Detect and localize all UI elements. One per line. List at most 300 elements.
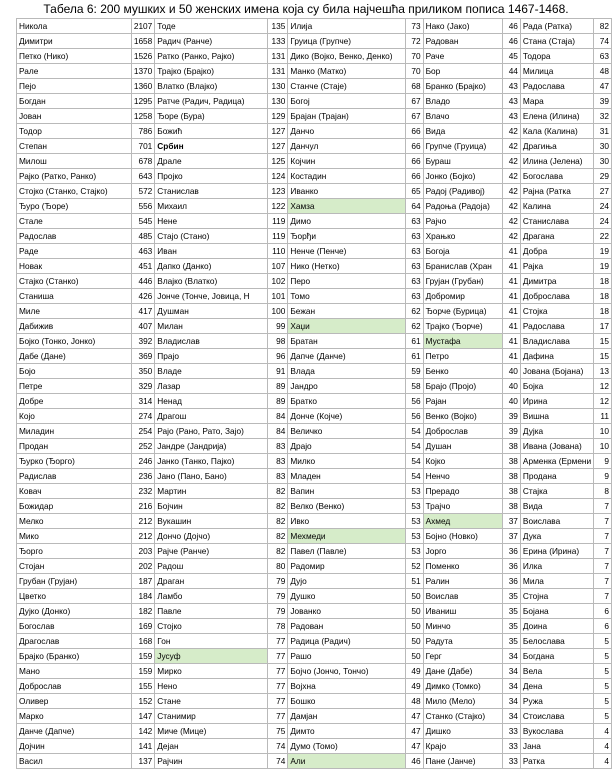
count-cell: 19 xyxy=(594,259,612,274)
count-cell: 78 xyxy=(268,619,288,634)
count-cell: 350 xyxy=(131,364,154,379)
count-cell: 137 xyxy=(131,754,154,769)
name-cell: Трајко (Брајко) xyxy=(155,64,268,79)
name-cell: Дамјан xyxy=(288,709,405,724)
name-cell: Душан xyxy=(423,439,503,454)
count-cell: 82 xyxy=(268,484,288,499)
name-cell: Бураш xyxy=(423,154,503,169)
count-cell: 63 xyxy=(405,244,423,259)
count-cell: 12 xyxy=(594,394,612,409)
name-cell: Рашо xyxy=(288,649,405,664)
name-cell: Илија xyxy=(288,19,405,34)
count-cell: 35 xyxy=(503,619,521,634)
name-cell: Хамза xyxy=(288,199,405,214)
count-cell: 30 xyxy=(594,139,612,154)
count-cell: 68 xyxy=(405,79,423,94)
count-cell: 1526 xyxy=(131,49,154,64)
name-cell: Павле xyxy=(155,604,268,619)
name-cell: Рајна (Ратка xyxy=(520,184,593,199)
name-cell: Станче (Стаје) xyxy=(288,79,405,94)
name-cell: Добромир xyxy=(423,289,503,304)
count-cell: 232 xyxy=(131,484,154,499)
name-cell: Станко (Стајко) xyxy=(423,709,503,724)
count-cell: 369 xyxy=(131,349,154,364)
name-cell: Оливер xyxy=(17,694,132,709)
count-cell: 102 xyxy=(268,274,288,289)
count-cell: 5 xyxy=(594,694,612,709)
count-cell: 41 xyxy=(503,244,521,259)
count-cell: 35 xyxy=(503,604,521,619)
count-cell: 36 xyxy=(503,574,521,589)
name-cell: Перо xyxy=(288,274,405,289)
table-row xyxy=(17,109,612,124)
table-row xyxy=(17,739,612,754)
name-cell: Радоња (Радоја) xyxy=(423,199,503,214)
name-cell: Којко xyxy=(423,454,503,469)
name-cell: Прерадо xyxy=(423,484,503,499)
count-cell: 41 xyxy=(503,259,521,274)
table-title: Табела 6: 200 мушких и 50 женских имена која су била најчешћа приликом пописа 1467-1468. xyxy=(43,2,569,16)
name-cell: Мила xyxy=(520,574,593,589)
table-row xyxy=(17,679,612,694)
count-cell: 38 xyxy=(503,484,521,499)
count-cell: 77 xyxy=(268,679,288,694)
name-cell: Иван xyxy=(155,244,268,259)
name-cell: Рачe xyxy=(423,49,503,64)
count-cell: 39 xyxy=(503,409,521,424)
name-cell: Ковач xyxy=(17,484,132,499)
count-cell: 77 xyxy=(268,664,288,679)
name-cell: Драле xyxy=(155,154,268,169)
name-cell: Гон xyxy=(155,634,268,649)
name-cell: Мустафа xyxy=(423,334,503,349)
name-cell: Ирина xyxy=(520,394,593,409)
name-cell: Ненче (Пенче) xyxy=(288,244,405,259)
count-cell: 50 xyxy=(405,649,423,664)
name-cell: Дапче (Данче) xyxy=(288,349,405,364)
name-cell: Влатко (Влајко) xyxy=(155,79,268,94)
count-cell: 42 xyxy=(503,184,521,199)
count-cell: 56 xyxy=(405,409,423,424)
count-cell: 38 xyxy=(503,454,521,469)
count-cell: 36 xyxy=(503,544,521,559)
name-cell: Ивана (Јована) xyxy=(520,439,593,454)
count-cell: 34 xyxy=(503,664,521,679)
table-row xyxy=(17,19,612,34)
name-cell: Добре xyxy=(17,394,132,409)
name-cell: Јован xyxy=(17,109,132,124)
table-row xyxy=(17,514,612,529)
name-cell: Новак xyxy=(17,259,132,274)
count-cell: 5 xyxy=(594,679,612,694)
name-cell: Миче (Мице) xyxy=(155,724,268,739)
count-cell: 41 xyxy=(503,319,521,334)
name-cell: Мара xyxy=(520,94,593,109)
count-cell: 446 xyxy=(131,274,154,289)
name-cell: Павел (Павле) xyxy=(288,544,405,559)
name-cell: Јано (Пано, Бано) xyxy=(155,469,268,484)
count-cell: 65 xyxy=(405,184,423,199)
count-cell: 33 xyxy=(503,754,521,769)
count-cell: 643 xyxy=(131,169,154,184)
table-row xyxy=(17,199,612,214)
count-cell: 129 xyxy=(268,109,288,124)
name-cell: Бор xyxy=(423,64,503,79)
count-cell: 54 xyxy=(405,469,423,484)
name-cell: Димитра xyxy=(520,274,593,289)
name-cell: Стане xyxy=(155,694,268,709)
name-cell: Иваниш xyxy=(423,604,503,619)
count-cell: 75 xyxy=(268,724,288,739)
count-cell: 4 xyxy=(594,724,612,739)
count-cell: 202 xyxy=(131,559,154,574)
count-cell: 33 xyxy=(503,739,521,754)
name-cell: Степан xyxy=(17,139,132,154)
count-cell: 53 xyxy=(405,529,423,544)
count-cell: 45 xyxy=(503,49,521,64)
name-cell: Младен xyxy=(288,469,405,484)
name-cell: Пројко xyxy=(155,169,268,184)
count-cell: 1295 xyxy=(131,94,154,109)
count-cell: 38 xyxy=(503,439,521,454)
count-cell: 4 xyxy=(594,754,612,769)
count-cell: 61 xyxy=(405,334,423,349)
count-cell: 18 xyxy=(594,289,612,304)
name-cell: Милица xyxy=(520,64,593,79)
name-cell: Миле xyxy=(17,304,132,319)
count-cell: 182 xyxy=(131,604,154,619)
name-cell: Божић xyxy=(155,124,268,139)
count-cell: 59 xyxy=(405,364,423,379)
count-cell: 15 xyxy=(594,349,612,364)
name-cell: Стајка xyxy=(520,484,593,499)
count-cell: 18 xyxy=(594,274,612,289)
count-cell: 11 xyxy=(594,409,612,424)
count-cell: 82 xyxy=(268,529,288,544)
table-row xyxy=(17,334,612,349)
name-cell: Дена xyxy=(520,679,593,694)
count-cell: 66 xyxy=(405,139,423,154)
count-cell: 701 xyxy=(131,139,154,154)
name-cell: Лазар xyxy=(155,379,268,394)
count-cell: 212 xyxy=(131,529,154,544)
name-cell: Драгош xyxy=(155,409,268,424)
name-cell: Јонко (Бојко) xyxy=(423,169,503,184)
name-cell: Вишна xyxy=(520,409,593,424)
table-row xyxy=(17,244,612,259)
name-cell: Стале xyxy=(17,214,132,229)
name-cell: Ђурко (Ђорго) xyxy=(17,454,132,469)
name-cell: Дујо xyxy=(288,574,405,589)
count-cell: 41 xyxy=(503,274,521,289)
table-row xyxy=(17,589,612,604)
count-cell: 70 xyxy=(405,49,423,64)
name-cell: Божидар xyxy=(17,499,132,514)
count-cell: 236 xyxy=(131,469,154,484)
table-row xyxy=(17,259,612,274)
name-cell: Богдана xyxy=(520,649,593,664)
table-row xyxy=(17,94,612,109)
table-row xyxy=(17,184,612,199)
name-cell: Иванко xyxy=(288,184,405,199)
count-cell: 63 xyxy=(594,49,612,64)
count-cell: 39 xyxy=(594,94,612,109)
name-cell: Бежан xyxy=(288,304,405,319)
count-cell: 124 xyxy=(268,169,288,184)
count-cell: 74 xyxy=(268,739,288,754)
name-cell: Братко xyxy=(288,394,405,409)
name-cell: Белослава xyxy=(520,634,593,649)
count-cell: 34 xyxy=(503,694,521,709)
name-cell: Грујан (Грубан) xyxy=(423,274,503,289)
name-cell: Доброслава xyxy=(520,289,593,304)
count-cell: 53 xyxy=(405,514,423,529)
name-cell: Трајчо xyxy=(423,499,503,514)
name-cell: Цветко xyxy=(17,589,132,604)
table-row xyxy=(17,169,612,184)
count-cell: 7 xyxy=(594,544,612,559)
name-cell: Јонче (Тонче, Јовица, Н xyxy=(155,289,268,304)
count-cell: 10 xyxy=(594,424,612,439)
count-cell: 274 xyxy=(131,409,154,424)
count-cell: 47 xyxy=(405,709,423,724)
name-cell: Ружа xyxy=(520,694,593,709)
count-cell: 49 xyxy=(405,664,423,679)
name-cell: Добра xyxy=(520,244,593,259)
name-cell: Влачо xyxy=(423,109,503,124)
name-cell: Ерина (Ирина) xyxy=(520,544,593,559)
count-cell: 31 xyxy=(594,124,612,139)
count-cell: 1360 xyxy=(131,79,154,94)
name-cell: Јусуф xyxy=(155,649,268,664)
name-cell: Дончe (Којче) xyxy=(288,409,405,424)
count-cell: 252 xyxy=(131,439,154,454)
name-cell: Ђорго xyxy=(17,544,132,559)
name-cell: Мано xyxy=(17,664,132,679)
count-cell: 80 xyxy=(268,559,288,574)
count-cell: 12 xyxy=(594,379,612,394)
count-cell: 678 xyxy=(131,154,154,169)
name-cell: Димо xyxy=(288,214,405,229)
count-cell: 47 xyxy=(405,724,423,739)
count-cell: 41 xyxy=(503,289,521,304)
count-cell: 56 xyxy=(405,394,423,409)
name-cell: Илина (Јелена) xyxy=(520,154,593,169)
name-cell: Петро xyxy=(423,349,503,364)
table-row xyxy=(17,649,612,664)
count-cell: 64 xyxy=(405,199,423,214)
table-row xyxy=(17,394,612,409)
count-cell: 42 xyxy=(503,214,521,229)
count-cell: 168 xyxy=(131,634,154,649)
count-cell: 47 xyxy=(405,739,423,754)
count-cell: 77 xyxy=(268,709,288,724)
name-cell: Крајо xyxy=(423,739,503,754)
count-cell: 67 xyxy=(405,94,423,109)
table-row xyxy=(17,34,612,49)
count-cell: 83 xyxy=(268,454,288,469)
name-cell: Радош xyxy=(155,559,268,574)
count-cell: 82 xyxy=(594,19,612,34)
name-cell: Којчин xyxy=(288,154,405,169)
name-cell: Јованко xyxy=(288,604,405,619)
table-row xyxy=(17,304,612,319)
table-row xyxy=(17,214,612,229)
count-cell: 101 xyxy=(268,289,288,304)
name-cell: Герг xyxy=(423,649,503,664)
count-cell: 91 xyxy=(268,364,288,379)
count-cell: 83 xyxy=(268,469,288,484)
table-row xyxy=(17,529,612,544)
name-cell: Данчул xyxy=(288,139,405,154)
name-cell: Дојчин xyxy=(17,739,132,754)
name-cell: Групче (Груица) xyxy=(423,139,503,154)
count-cell: 41 xyxy=(503,349,521,364)
count-cell: 35 xyxy=(503,589,521,604)
count-cell: 7 xyxy=(594,499,612,514)
table-row xyxy=(17,469,612,484)
count-cell: 52 xyxy=(405,559,423,574)
name-cell: Раде xyxy=(17,244,132,259)
name-cell: Томо xyxy=(288,289,405,304)
count-cell: 66 xyxy=(405,124,423,139)
count-cell: 130 xyxy=(268,94,288,109)
table-row xyxy=(17,724,612,739)
name-cell: Јана xyxy=(520,739,593,754)
name-cell: Величко xyxy=(288,424,405,439)
name-cell: Стана (Стаја) xyxy=(520,34,593,49)
count-cell: 36 xyxy=(503,559,521,574)
name-cell: Дука xyxy=(520,529,593,544)
count-cell: 63 xyxy=(405,259,423,274)
table-row xyxy=(17,409,612,424)
table-row xyxy=(17,664,612,679)
count-cell: 50 xyxy=(405,604,423,619)
count-cell: 203 xyxy=(131,544,154,559)
count-cell: 329 xyxy=(131,379,154,394)
count-cell: 63 xyxy=(405,229,423,244)
count-cell: 24 xyxy=(594,214,612,229)
count-cell: 212 xyxy=(131,514,154,529)
name-cell: Стојан xyxy=(17,559,132,574)
name-cell: Дафина xyxy=(520,349,593,364)
count-cell: 15 xyxy=(594,334,612,349)
name-cell: Богослав xyxy=(17,619,132,634)
table-row xyxy=(17,544,612,559)
name-cell: Тоде xyxy=(155,19,268,34)
count-cell: 62 xyxy=(405,304,423,319)
name-cell: Бенко xyxy=(423,364,503,379)
table-row xyxy=(17,709,612,724)
table-row xyxy=(17,694,612,709)
table-row xyxy=(17,64,612,79)
count-cell: 10 xyxy=(594,439,612,454)
count-cell: 37 xyxy=(503,514,521,529)
count-cell: 13 xyxy=(594,364,612,379)
count-cell: 545 xyxy=(131,214,154,229)
name-cell: Данче (Дапче) xyxy=(17,724,132,739)
table-row xyxy=(17,424,612,439)
name-cell: Ивко xyxy=(288,514,405,529)
count-cell: 131 xyxy=(268,49,288,64)
name-cell: Марко xyxy=(17,709,132,724)
count-cell: 49 xyxy=(405,679,423,694)
count-cell: 84 xyxy=(268,409,288,424)
name-cell: Станислав xyxy=(155,184,268,199)
name-cell: Елена (Илина) xyxy=(520,109,593,124)
name-cell: Поменко xyxy=(423,559,503,574)
name-cell: Браjo (Пројо) xyxy=(423,379,503,394)
name-cell: Мартин xyxy=(155,484,268,499)
name-cell: Братан xyxy=(288,334,405,349)
name-cell: Бранко (Брајко) xyxy=(423,79,503,94)
name-cell: Петко (Нико) xyxy=(17,49,132,64)
name-cell: Рада (Ратка) xyxy=(520,19,593,34)
name-cell: Дончо (Дојчо) xyxy=(155,529,268,544)
count-cell: 47 xyxy=(594,79,612,94)
name-cell: Минчо xyxy=(423,619,503,634)
name-cell: Доброслав xyxy=(17,679,132,694)
name-cell: Ратко (Ранко, Рајко) xyxy=(155,49,268,64)
name-cell: Брајко (Бранко) xyxy=(17,649,132,664)
count-cell: 246 xyxy=(131,454,154,469)
name-cell: Стајо (Стано) xyxy=(155,229,268,244)
count-cell: 42 xyxy=(503,229,521,244)
name-cell: Рајчин xyxy=(155,754,268,769)
name-cell: Богослава xyxy=(520,169,593,184)
table-row xyxy=(17,439,612,454)
count-cell: 119 xyxy=(268,229,288,244)
name-cell: Влада xyxy=(288,364,405,379)
name-cell: Доброслав xyxy=(423,424,503,439)
name-cell: Радослава xyxy=(520,79,593,94)
name-cell: Војхна xyxy=(288,679,405,694)
count-cell: 99 xyxy=(268,319,288,334)
count-cell: 9 xyxy=(594,454,612,469)
count-cell: 100 xyxy=(268,304,288,319)
count-cell: 107 xyxy=(268,259,288,274)
name-cell: Прајо xyxy=(155,349,268,364)
count-cell: 5 xyxy=(594,649,612,664)
count-cell: 42 xyxy=(503,124,521,139)
count-cell: 110 xyxy=(268,244,288,259)
count-cell: 50 xyxy=(405,589,423,604)
count-cell: 79 xyxy=(268,589,288,604)
table-row xyxy=(17,364,612,379)
name-cell: Ђорче (Бурица) xyxy=(423,304,503,319)
name-cell: Јована (Бојана) xyxy=(520,364,593,379)
name-cell: Драгослав xyxy=(17,634,132,649)
count-cell: 83 xyxy=(268,439,288,454)
table-row xyxy=(17,454,612,469)
count-cell: 42 xyxy=(503,139,521,154)
count-cell: 40 xyxy=(503,379,521,394)
count-cell: 125 xyxy=(268,154,288,169)
name-cell: Радован xyxy=(288,619,405,634)
count-cell: 34 xyxy=(503,679,521,694)
count-cell: 84 xyxy=(268,424,288,439)
count-cell: 159 xyxy=(131,664,154,679)
count-cell: 254 xyxy=(131,424,154,439)
name-cell: Јандро xyxy=(288,379,405,394)
count-cell: 122 xyxy=(268,199,288,214)
name-cell: Јандре (Јандрија) xyxy=(155,439,268,454)
name-cell: Стојка xyxy=(520,304,593,319)
name-cell: Бојо xyxy=(17,364,132,379)
name-cell: Бојно (Новко) xyxy=(423,529,503,544)
count-cell: 119 xyxy=(268,214,288,229)
name-cell: Ненчо xyxy=(423,469,503,484)
